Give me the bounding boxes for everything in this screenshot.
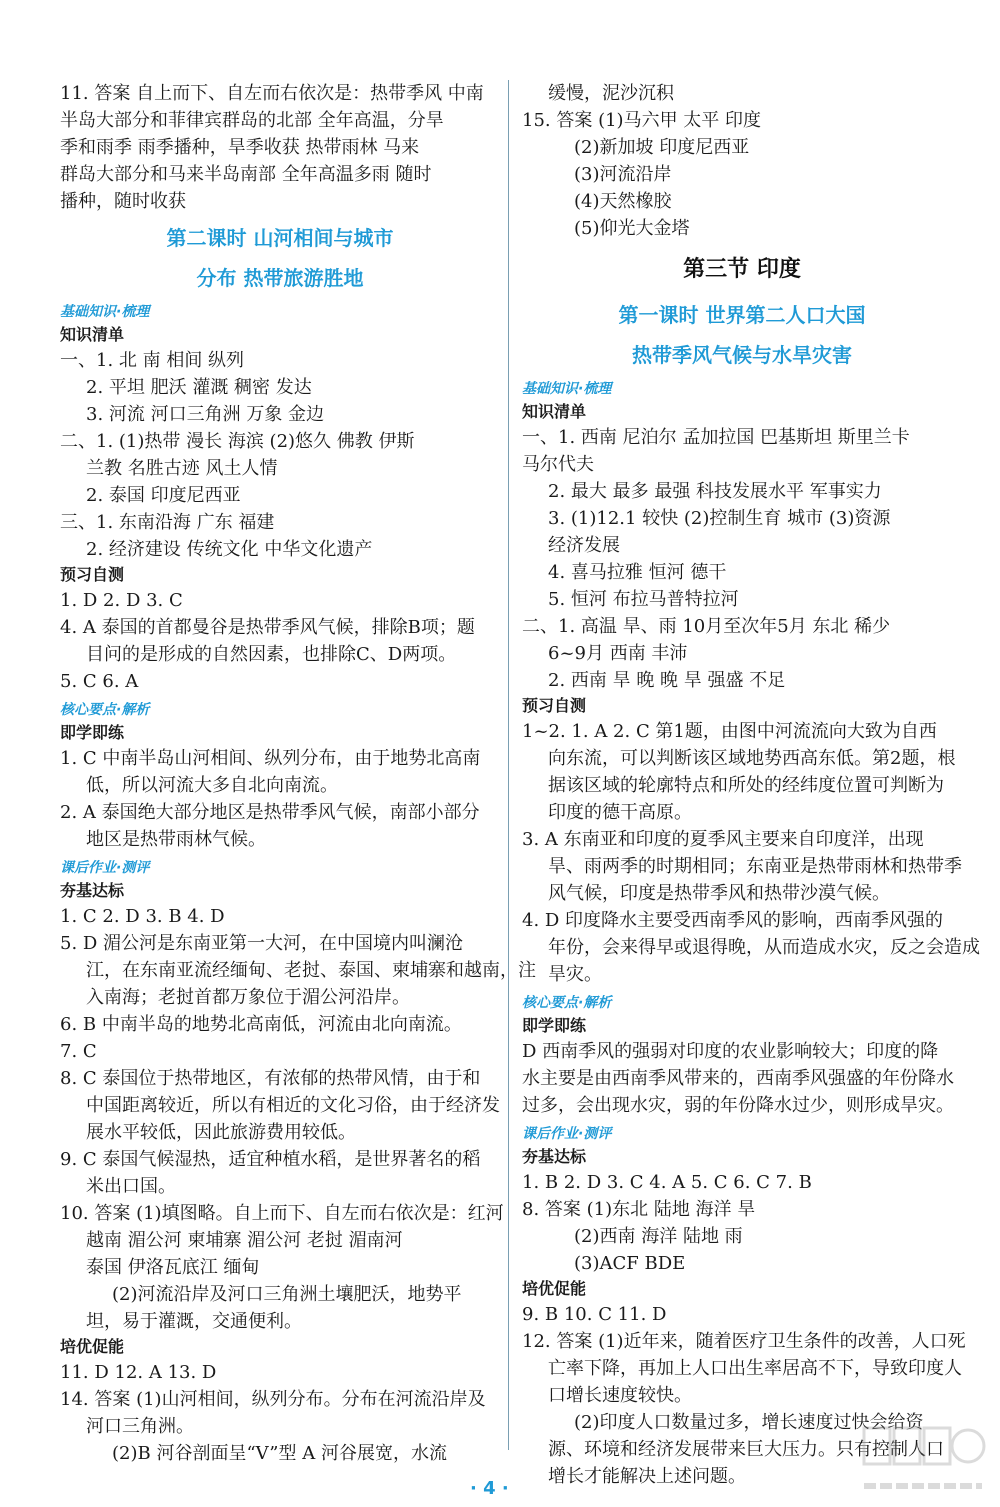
subheading: 夯基达标: [60, 881, 125, 900]
text-line-indent: 目问的是形成的自然因素，也排除C、D两项。: [86, 644, 457, 665]
text-line-indent: 印度的德干高原。: [548, 802, 692, 823]
subheading: 预习自测: [522, 696, 587, 715]
text-line: 8. C 泰国位于热带地区，有浓郁的热带风情，由于和: [60, 1068, 481, 1089]
text-line: 马尔代夫: [522, 454, 594, 475]
text-line-indent-2: (2)B 河谷剖面呈“V”型 A 河谷展宽，水流: [112, 1443, 447, 1464]
text-line-indent: 3. 河流 河口三角洲 万象 金边: [86, 404, 325, 425]
subheading: 即学即练: [522, 1016, 587, 1035]
text-line: 二、1. (1)热带 漫长 海滨 (2)悠久 佛教 伊斯: [60, 431, 415, 452]
text-line-indent: 中国距离较近，所以有相近的文化习俗，由于经济发: [86, 1095, 500, 1116]
text-line: 15. 答案 (1)马六甲 太平 印度: [522, 110, 762, 131]
text-line-indent: 入南海；老挝首都万象位于湄公河沿岸。: [86, 987, 410, 1008]
text-line: 1. C 中南半岛山河相间、纵列分布，由于地势北高南: [60, 748, 481, 769]
text-line: 11. D 12. A 13. D: [60, 1362, 217, 1383]
text-line: 11. 答案 自上而下、自左而右依次是：热带季风 中南: [60, 83, 484, 104]
text-line-indent: 泰国 伊洛瓦底江 缅甸: [86, 1257, 260, 1278]
text-line: 一、1. 北 南 相间 纵列: [60, 350, 245, 371]
text-line: 7. C: [60, 1041, 97, 1062]
section-badge: 核心要点·解析: [522, 995, 612, 1011]
subheading: 知识清单: [522, 402, 587, 421]
text-line: 水主要是由西南季风带来的，西南季风强盛的年份降水: [522, 1068, 954, 1089]
text-line: 一、1. 西南 尼泊尔 孟加拉国 巴基斯坦 斯里兰卡: [522, 427, 910, 448]
text-line-indent-2: (2)西南 海洋 陆地 雨: [574, 1226, 743, 1247]
text-line-indent: 旱、雨两季的时期相同；东南亚是热带雨林和热带季: [548, 856, 962, 877]
text-line: 8. 答案 (1)东北 陆地 海洋 旱: [522, 1199, 756, 1220]
subheading: 预习自测: [60, 565, 125, 584]
text-line-indent-2: (3)ACF BDE: [574, 1253, 686, 1274]
section-title: 第三节 印度: [683, 257, 801, 282]
section-badge: 课后作业·测评: [60, 860, 150, 876]
text-line: 群岛大部分和马来半岛南部 全年高温多雨 随时: [60, 164, 432, 185]
subheading: 夯基达标: [522, 1147, 587, 1166]
text-line-indent-2: (2)河流沿岸及河口三角洲土壤肥沃，地势平: [112, 1284, 462, 1305]
text-line: 5. D 湄公河是东南亚第一大河，在中国境内叫澜沧: [60, 933, 464, 954]
text-line-indent: 经济发展: [548, 535, 620, 556]
watermark-logo: [858, 1420, 988, 1498]
text-line-indent: 2. 泰国 印度尼西亚: [86, 485, 241, 506]
left-column: [60, 80, 536, 1467]
text-line-indent: 2. 平坦 肥沃 灌溉 稠密 发达: [86, 377, 312, 398]
text-line: 9. C 泰国气候湿热，适宜种植水稻，是世界著名的稻: [60, 1149, 481, 1170]
text-line-indent-2: (3)河流沿岸: [574, 164, 672, 185]
text-line: 1. C 2. D 3. B 4. D: [60, 906, 225, 927]
text-line-indent-2: (4)天然橡胶: [574, 191, 672, 212]
text-line-indent: 地区是热带雨林气候。: [86, 829, 266, 850]
text-line: 5. C 6. A: [60, 671, 139, 692]
text-line: D 西南季风的强弱对印度的农业影响较大；印度的降: [522, 1041, 939, 1062]
subheading: 培优促能: [522, 1279, 587, 1298]
text-line: 1~2. 1. A 2. C 第1题，由图中河流流向大致为自西: [522, 721, 937, 742]
text-line-indent: 2. 经济建设 传统文化 中华文化遗产: [86, 539, 373, 560]
text-line: 4. A 泰国的首都曼谷是热带季风气候，排除B项；题: [60, 617, 475, 638]
text-line-indent: 5. 恒河 布拉马普特拉河: [548, 589, 739, 610]
text-line-indent: 亡率下降，再加上人口出生率居高不下，导致印度人: [548, 1358, 962, 1379]
text-line: 4. D 印度降水主要受西南季风的影响，西南季风强的: [522, 910, 944, 931]
text-line: 14. 答案 (1)山河相间，纵列分布。分布在河流沿岸及: [60, 1389, 486, 1410]
text-line-indent: 风气候，印度是热带季风和热带沙漠气候。: [548, 883, 890, 904]
text-line-indent: 向东流，可以判断该区域地势西高东低。第2题，根: [548, 748, 956, 769]
text-line-indent: 6~9月 西南 丰沛: [548, 643, 688, 664]
text-line-indent-2: (2)新加坡 印度尼西亚: [574, 137, 750, 158]
text-line: 1. D 2. D 3. C: [60, 590, 183, 611]
text-line: 10. 答案 (1)填图略。自上而下、自左而右依次是：红河: [60, 1203, 504, 1224]
chapter-title: 分布 热带旅游胜地: [196, 266, 364, 290]
text-line-indent: 越南 湄公河 柬埔寨 湄公河 老挝 湄南河: [86, 1230, 403, 1251]
text-line: 三、1. 东南沿海 广东 福建: [60, 512, 275, 533]
text-line-indent: 口增长速度较快。: [548, 1385, 692, 1406]
chapter-title: 热带季风气候与水旱灾害: [632, 343, 852, 367]
text-line: 2. A 泰国绝大部分地区是热带季风气候，南部小部分: [60, 802, 480, 823]
subheading: 知识清单: [60, 325, 125, 344]
text-line: 1. B 2. D 3. C 4. A 5. C 6. C 7. B: [522, 1172, 812, 1193]
text-line-indent: 坦，易于灌溉，交通便利。: [86, 1311, 302, 1332]
section-badge: 核心要点·解析: [60, 702, 150, 718]
chapter-title: 第一课时 世界第二人口大国: [618, 303, 866, 327]
text-line: 6. B 中南半岛的地势北高南低，河流由北向南流。: [60, 1014, 462, 1035]
text-line: 半岛大部分和菲律宾群岛的北部 全年高温，分旱: [60, 110, 444, 131]
text-line-indent-2: (2)印度人口数量过多，增长速度过快会给资: [574, 1412, 924, 1433]
text-line-indent: 2. 最大 最多 最强 科技发展水平 军事实力: [548, 481, 882, 502]
text-line: 12. 答案 (1)近年来，随着医疗卫生条件的改善，人口死: [522, 1331, 966, 1352]
text-line-indent: 3. (1)12.1 较快 (2)控制生育 城市 (3)资源: [548, 508, 891, 529]
section-badge: 课后作业·测评: [522, 1126, 612, 1142]
section-badge: 基础知识·梳理: [60, 304, 150, 320]
text-line-indent: 旱灾。: [548, 964, 602, 985]
section-badge: 基础知识·梳理: [522, 381, 612, 397]
text-line-indent: 年份，会来得早或退得晚，从而造成水灾，反之会造成: [548, 937, 980, 958]
text-line-indent: 河口三角洲。: [86, 1416, 194, 1437]
text-line: 过多，会出现水灾，弱的年份降水过少，则形成旱灾。: [522, 1095, 954, 1116]
text-line-indent: 增长才能解决上述问题。: [548, 1466, 746, 1487]
text-line: 季和雨季 雨季播种，旱季收获 热带雨林 马来: [60, 137, 420, 158]
text-line-indent: 2. 西南 旱 晚 晚 旱 强盛 不足: [548, 670, 786, 691]
text-line-indent-2: (5)仰光大金塔: [574, 218, 690, 239]
column-divider: [508, 80, 509, 1450]
text-line-indent: 兰教 名胜古迹 风土人情: [86, 458, 278, 479]
subheading: 即学即练: [60, 723, 125, 742]
text-line-indent: 江，在东南亚流经缅甸、老挝、泰国、柬埔寨和越南，注: [86, 960, 536, 981]
page-number: · 4 ·: [470, 1478, 509, 1499]
text-line: 播种，随时收获: [60, 191, 186, 212]
text-line-indent: 米出口国。: [86, 1176, 176, 1197]
text-line: 9. B 10. C 11. D: [522, 1304, 667, 1325]
text-line-indent: 源、环境和经济发展带来巨大压力。只有控制人口: [548, 1439, 944, 1460]
text-line-indent: 低，所以河流大多自北向南流。: [86, 775, 338, 796]
text-line: 二、1. 高温 旱、雨 10月至次年5月 东北 稀少: [522, 616, 891, 637]
text-line-indent: 缓慢，泥沙沉积: [548, 83, 674, 104]
text-line-indent: 展水平较低，因此旅游费用较低。: [86, 1122, 356, 1143]
text-line: 3. A 东南亚和印度的夏季风主要来自印度洋，出现: [522, 829, 924, 850]
text-line-indent: 据该区域的轮廓特点和所处的经纬度位置可判断为: [548, 775, 944, 796]
subheading: 培优促能: [60, 1337, 125, 1356]
right-column: [522, 80, 980, 1490]
text-line-indent: 4. 喜马拉雅 恒河 德干: [548, 562, 727, 583]
chapter-title: 第二课时 山河相间与城市: [166, 226, 394, 250]
